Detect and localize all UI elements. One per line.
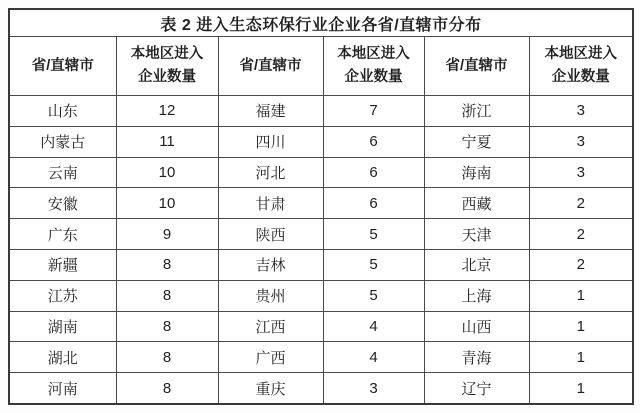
count-cell: 4 [323,311,424,342]
count-cell: 1 [529,373,633,404]
count-cell: 6 [323,157,424,188]
table-row [9,249,633,280]
column-header-label-line1: 本地区进入 [544,46,618,62]
count-cell: 5 [323,219,424,250]
count-cell: 5 [323,280,424,311]
count-cell: 4 [323,342,424,373]
province-cell: 宁夏 [424,126,529,157]
count-cell: 8 [116,342,218,373]
count-cell: 3 [323,373,424,404]
province-cell: 江西 [218,311,323,342]
column-header-label-line2: 企业数量 [551,69,610,85]
table-row [9,311,633,342]
count-cell: 7 [323,96,424,127]
column-header-count-3 [529,37,633,96]
table-header-row [9,37,633,96]
province-cell: 内蒙古 [9,126,116,157]
table-row [9,373,633,404]
table-title-row [9,9,633,37]
column-header-label-line1: 本地区进入 [130,46,204,62]
province-cell: 重庆 [218,373,323,404]
table-row [9,96,633,127]
province-cell: 吉林 [218,249,323,280]
province-cell: 海南 [424,157,529,188]
column-header-label: 省/直辖市 [445,57,508,74]
count-cell: 11 [116,126,218,157]
province-cell: 湖南 [9,311,116,342]
column-header-count-2 [323,37,424,96]
count-cell: 3 [529,157,633,188]
province-cell: 山东 [9,96,116,127]
count-cell: 1 [529,280,633,311]
province-cell: 江苏 [9,280,116,311]
table-row [9,342,633,373]
column-header-label-line2: 企业数量 [138,69,196,85]
column-header-label: 省/直辖市 [31,57,94,74]
count-cell: 2 [529,249,633,280]
column-header-count-1 [116,37,218,96]
count-cell: 9 [116,219,218,250]
province-cell: 西藏 [424,188,529,219]
province-cell: 河南 [9,373,116,404]
column-header-label-line1: 本地区进入 [337,46,410,62]
count-cell: 10 [116,157,218,188]
province-cell: 新疆 [9,249,116,280]
column-header-label: 省/直辖市 [239,57,302,74]
province-cell: 辽宁 [424,373,529,404]
province-distribution-table [8,8,634,405]
province-cell: 四川 [218,126,323,157]
province-cell: 贵州 [218,280,323,311]
count-cell: 6 [323,188,424,219]
province-cell: 天津 [424,219,529,250]
column-header-province-3 [424,37,529,96]
count-cell: 8 [116,373,218,404]
count-cell: 1 [529,342,633,373]
count-cell: 10 [116,188,218,219]
province-cell: 云南 [9,157,116,188]
count-cell: 1 [529,311,633,342]
table-row [9,280,633,311]
count-cell: 2 [529,188,633,219]
province-cell: 福建 [218,96,323,127]
count-cell: 12 [116,96,218,127]
province-cell: 山西 [424,311,529,342]
province-cell: 安徽 [9,188,116,219]
table-row [9,188,633,219]
table-row [9,157,633,188]
province-cell: 广东 [9,219,116,250]
province-cell: 青海 [424,342,529,373]
count-cell: 2 [529,219,633,250]
province-cell: 湖北 [9,342,116,373]
count-cell: 3 [529,126,633,157]
province-cell: 甘肃 [218,188,323,219]
province-cell: 广西 [218,342,323,373]
column-header-label-line2: 企业数量 [344,69,403,85]
province-cell: 浙江 [424,96,529,127]
count-cell: 8 [116,249,218,280]
count-cell: 8 [116,311,218,342]
column-header-province-1 [9,37,116,96]
count-cell: 6 [323,126,424,157]
table-row [9,126,633,157]
count-cell: 8 [116,280,218,311]
table-row [9,219,633,250]
column-header-province-2 [218,37,323,96]
count-cell: 5 [323,249,424,280]
count-cell: 3 [529,96,633,127]
province-cell: 陕西 [218,219,323,250]
province-cell: 上海 [424,280,529,311]
province-cell: 北京 [424,249,529,280]
table-title: 表 2 进入生态环保行业企业各省/直辖市分布 [9,9,633,37]
province-cell: 河北 [218,157,323,188]
